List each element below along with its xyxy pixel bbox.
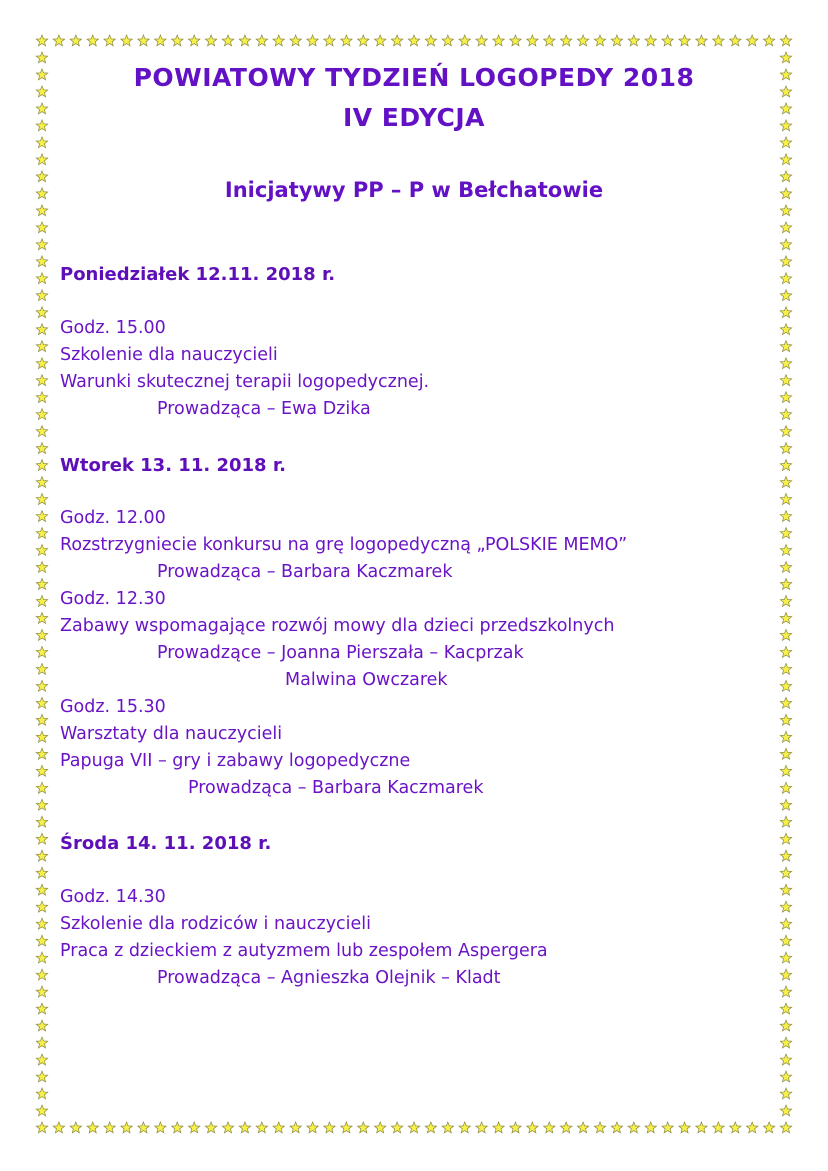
star-icon [36,290,47,301]
star-icon [36,782,47,793]
star-icon [780,290,791,301]
star-icon [780,952,791,963]
star-icon [36,477,47,488]
star-icon [188,35,199,46]
star-icon [121,1122,132,1133]
star-icon [780,409,791,420]
star-icon [36,52,47,63]
star-icon [36,697,47,708]
star-icon [256,1122,267,1133]
event-type: Szkolenie dla nauczycieli [60,345,278,365]
star-icon [730,35,741,46]
star-icon [205,1122,216,1133]
star-icon [104,35,115,46]
star-icon [628,35,639,46]
star-icon [155,1122,166,1133]
star-icon [36,901,47,912]
star-icon [780,986,791,997]
star-icon [222,1122,233,1133]
star-icon [780,273,791,284]
star-icon [36,714,47,725]
star-icon [780,816,791,827]
star-icon [36,629,47,640]
star-icon [780,426,791,437]
star-icon [425,1122,436,1133]
star-icon [780,1071,791,1082]
star-icon [36,663,47,674]
star-icon [476,35,487,46]
star-icon [290,35,301,46]
star-icon [239,35,250,46]
star-icon [780,35,791,46]
star-icon [662,35,673,46]
star-icon [459,1122,470,1133]
star-icon [510,1122,521,1133]
star-icon [780,562,791,573]
star-icon [36,969,47,980]
star-icon [307,35,318,46]
star-icon [780,205,791,216]
star-icon [36,884,47,895]
star-icon [36,443,47,454]
star-icon [780,1054,791,1065]
star-icon [560,1122,571,1133]
star-icon [780,392,791,403]
star-icon [780,833,791,844]
star-icon [36,595,47,606]
star-icon [780,748,791,759]
star-icon [36,1020,47,1031]
star-icon [780,137,791,148]
star-icon [391,35,402,46]
time: Godz. 14.30 [60,887,166,907]
star-icon [53,1122,64,1133]
star-icon [780,867,791,878]
star-icon [290,1122,301,1133]
title-line-2: IV EDYCJA [342,103,486,132]
event-title: Papuga VII – gry i zabawy logopedyczne [60,751,411,771]
star-icon [172,35,183,46]
star-icon [780,545,791,556]
star-icon [780,646,791,657]
presenter: Prowadzące – Joanna Pierszała – Kacprzak [157,643,524,663]
star-icon [780,884,791,895]
star-icon [780,528,791,539]
star-icon [36,528,47,539]
star-icon [36,799,47,810]
star-icon [780,714,791,725]
presenter: Prowadząca – Agnieszka Olejnik – Kladt [157,968,501,988]
star-icon [628,1122,639,1133]
star-icon [510,35,521,46]
star-icon [36,392,47,403]
star-icon [544,35,555,46]
star-icon [780,697,791,708]
star-icon [36,222,47,233]
star-icon [746,1122,757,1133]
star-icon [87,1122,98,1133]
star-icon [36,562,47,573]
star-icon [780,477,791,488]
star-icon [36,680,47,691]
star-icon [36,1105,47,1116]
star-icon [780,511,791,522]
star-icon [341,1122,352,1133]
star-icon [36,986,47,997]
star-icon [172,1122,183,1133]
star-icon [780,935,791,946]
star-icon [679,1122,690,1133]
star-icon [36,256,47,267]
star-icon [594,35,605,46]
star-icon [36,1054,47,1065]
star-icon [138,35,149,46]
star-icon [205,35,216,46]
star-icon [36,511,47,522]
star-icon [780,222,791,233]
star-icon [36,341,47,352]
star-icon [36,324,47,335]
star-icon [527,35,538,46]
star-icon [780,341,791,352]
event-type: Szkolenie dla rodziców i nauczycieli [60,914,372,934]
star-icon [780,612,791,623]
star-icon [70,1122,81,1133]
time: Godz. 12.00 [60,508,166,528]
star-icon [780,494,791,505]
star-icon [36,731,47,742]
star-icon [36,918,47,929]
star-icon [493,35,504,46]
star-icon [544,1122,555,1133]
star-icon [425,35,436,46]
star-icon [780,239,791,250]
star-icon [358,1122,369,1133]
title-line-1: POWIATOWY TYDZIEŃ LOGOPEDY 2018 [133,63,695,92]
star-icon [36,409,47,420]
star-icon [324,1122,335,1133]
star-icon [780,1088,791,1099]
star-icon [780,850,791,861]
star-icon [104,1122,115,1133]
star-icon [36,646,47,657]
star-icon [611,1122,622,1133]
star-icon [780,595,791,606]
star-icon [36,952,47,963]
event-type: Warsztaty dla nauczycieli [60,724,283,744]
star-icon [476,1122,487,1133]
star-icon [138,1122,149,1133]
star-icon [780,731,791,742]
star-icon [36,1122,47,1133]
subtitle: Inicjatywy PP – P w Bełchatowie [224,178,604,202]
star-icon [188,1122,199,1133]
star-icon [780,460,791,471]
star-icon [36,850,47,861]
time: Godz. 12.30 [60,589,166,609]
star-icon [36,748,47,759]
star-icon [577,35,588,46]
star-icon [780,1003,791,1014]
star-icon [780,579,791,590]
event-title: Rozstrzygniecie konkursu na grę logopedyczną „POLSKIE MEMO” [60,535,628,555]
star-icon [780,629,791,640]
star-icon [780,901,791,912]
star-icon [36,765,47,776]
star-icon [155,35,166,46]
star-icon [36,1071,47,1082]
star-icon [713,1122,724,1133]
star-icon [780,307,791,318]
star-icon [780,765,791,776]
star-icon [87,35,98,46]
star-icon [780,680,791,691]
star-icon [36,867,47,878]
star-icon [36,816,47,827]
event-title: Praca z dzieckiem z autyzmem lub zespołem Aspergera [60,941,548,961]
star-icon [324,35,335,46]
event-title: Warunki skutecznej terapii logopedycznej. [60,372,430,392]
day-heading-wednesday: Środa 14. 11. 2018 r. [60,833,272,854]
star-icon [256,35,267,46]
time: Godz. 15.00 [60,318,166,338]
star-icon [70,35,81,46]
star-icon [408,35,419,46]
star-icon [780,256,791,267]
star-icon [780,1037,791,1048]
star-icon [36,1088,47,1099]
star-icon [36,545,47,556]
star-icon [36,1003,47,1014]
star-icon [780,1122,791,1133]
star-icon [645,1122,656,1133]
star-icon [36,239,47,250]
star-icon [36,358,47,369]
star-icon [560,35,571,46]
star-icon [493,1122,504,1133]
star-icon [36,612,47,623]
star-icon [662,1122,673,1133]
star-icon [36,460,47,471]
star-icon [36,137,47,148]
day-heading-tuesday: Wtorek 13. 11. 2018 r. [60,455,286,476]
day-heading-monday: Poniedziałek 12.11. 2018 r. [60,264,336,285]
star-icon [780,799,791,810]
presenter: Prowadząca – Barbara Kaczmarek [157,562,453,582]
star-icon [780,154,791,165]
star-icon [780,324,791,335]
star-icon [36,154,47,165]
star-icon [36,833,47,844]
star-icon [374,1122,385,1133]
star-icon [780,663,791,674]
star-icon [222,35,233,46]
star-icon [273,35,284,46]
star-icon [307,1122,318,1133]
star-icon [408,1122,419,1133]
star-icon [763,35,774,46]
star-icon [763,1122,774,1133]
star-icon [730,1122,741,1133]
star-icon [780,358,791,369]
star-icon [341,35,352,46]
star-icon [36,273,47,284]
star-icon [374,35,385,46]
presenter: Prowadząca – Ewa Dzika [157,399,371,419]
star-icon [696,1122,707,1133]
star-icon [36,494,47,505]
star-icon [645,35,656,46]
star-icon [36,935,47,946]
star-icon [780,782,791,793]
star-icon [780,443,791,454]
star-icon [780,969,791,980]
star-icon [594,1122,605,1133]
star-icon [611,35,622,46]
star-icon [121,35,132,46]
star-icon [391,1122,402,1133]
star-icon [780,52,791,63]
star-icon [36,307,47,318]
star-icon [36,1037,47,1048]
star-icon [780,1020,791,1031]
star-icon [442,1122,453,1133]
star-icon [442,35,453,46]
star-icon [36,35,47,46]
star-icon [577,1122,588,1133]
star-icon [36,426,47,437]
star-icon [36,375,47,386]
star-icon [746,35,757,46]
star-icon [36,579,47,590]
star-icon [273,1122,284,1133]
star-icon [527,1122,538,1133]
presenter-2: Malwina Owczarek [285,670,448,690]
star-icon [780,375,791,386]
star-icon [459,35,470,46]
event-title: Zabawy wspomagające rozwój mowy dla dzieci przedszkolnych [60,616,615,636]
star-icon [36,205,47,216]
star-icon [780,918,791,929]
star-icon [713,35,724,46]
time: Godz. 15.30 [60,697,166,717]
star-icon [53,35,64,46]
star-icon [780,1105,791,1116]
star-icon [358,35,369,46]
star-icon [239,1122,250,1133]
star-icon [696,35,707,46]
presenter: Prowadząca – Barbara Kaczmarek [188,778,484,798]
star-icon [679,35,690,46]
